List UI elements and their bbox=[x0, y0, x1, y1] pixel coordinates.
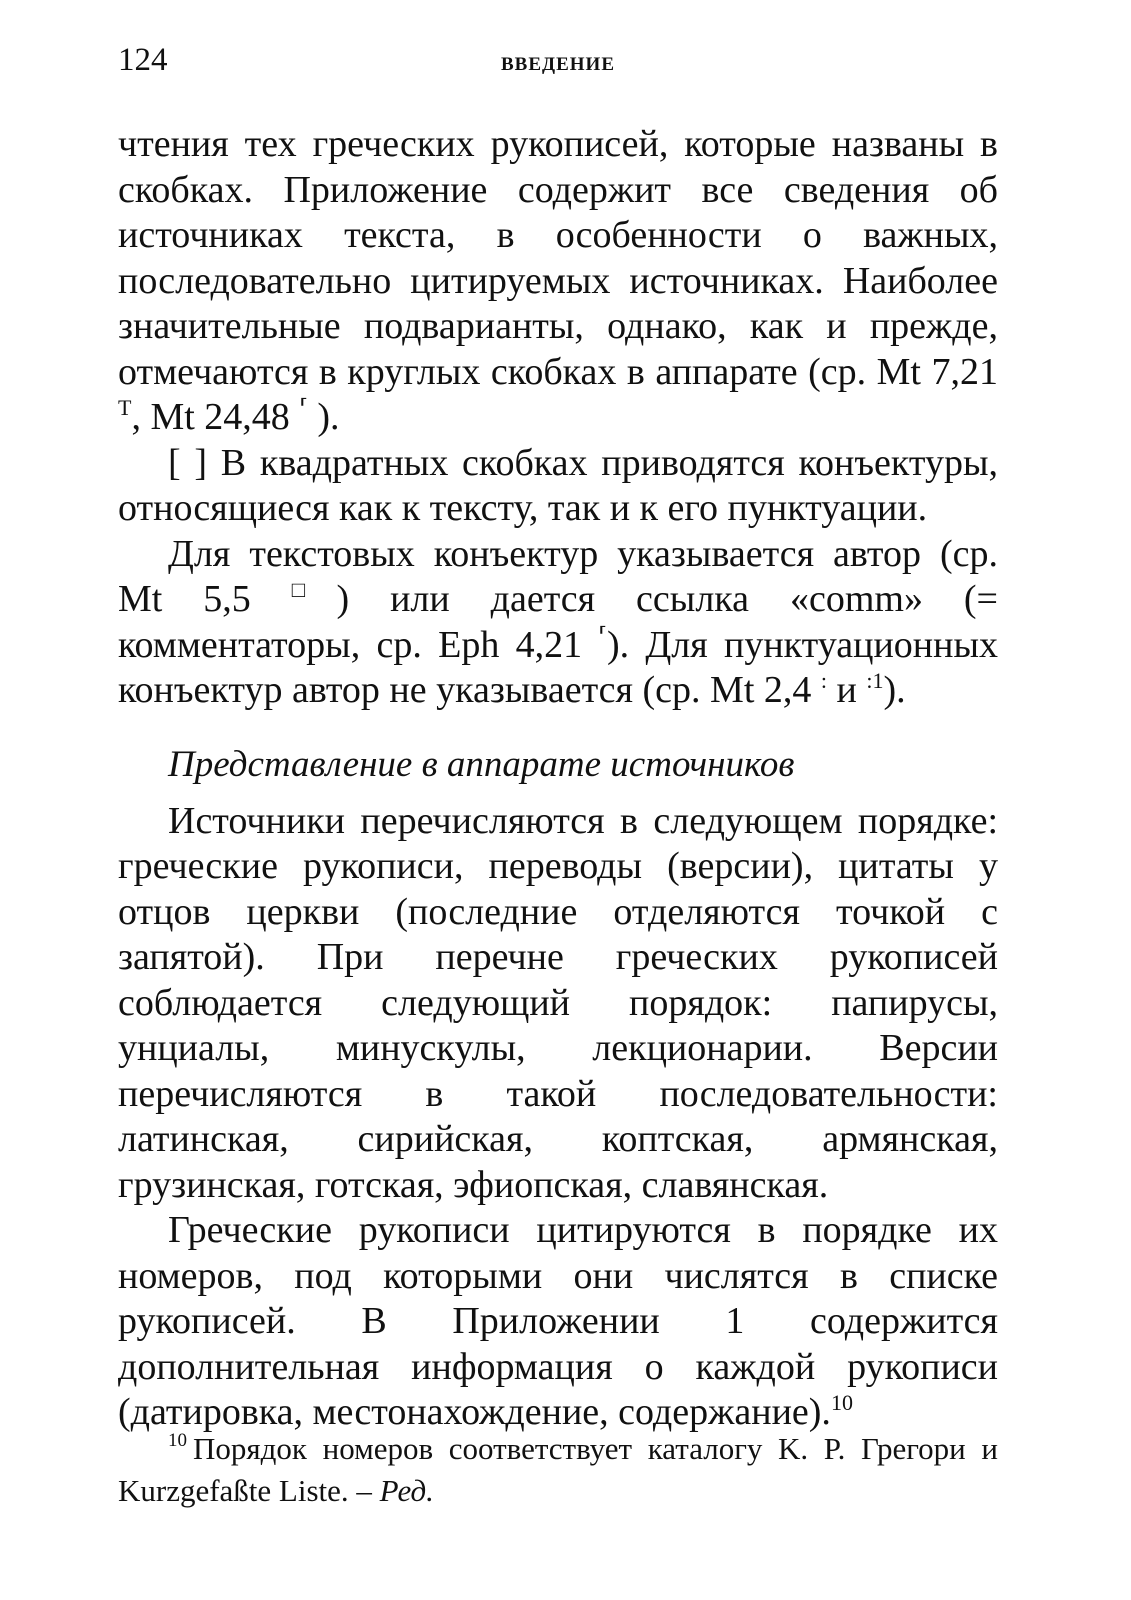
footnote-reference[interactable]: 10 bbox=[830, 1390, 853, 1415]
paragraph-3-text-a: Для текстовых конъектур указывается автор (ср. Mt 5,5 bbox=[118, 532, 998, 620]
paragraph-3-text-b: ) или дается ссылка «comm» (= комментаторы, ср. Eph 4,21 bbox=[118, 578, 998, 666]
section-heading: Представление в аппарате источников bbox=[168, 743, 795, 785]
paragraph-1 bbox=[118, 122, 998, 441]
apparatus-mark: □ bbox=[291, 577, 337, 602]
paragraph-1-text-c: ). bbox=[307, 396, 340, 438]
paragraph-3-text-e: ). bbox=[883, 669, 906, 711]
apparatus-mark: T bbox=[118, 395, 132, 420]
footnote-editor: Ред. bbox=[379, 1473, 434, 1508]
footnote-number: 10 bbox=[168, 1430, 187, 1451]
footnote bbox=[118, 1428, 998, 1512]
paragraph-2: [ ] В квадратных скобках приводятся конъектуры, относящиеся как к тексту, так и к его пунктуации. bbox=[118, 441, 998, 529]
running-head bbox=[118, 42, 998, 82]
body-text bbox=[118, 122, 998, 1436]
footnote-line bbox=[118, 1428, 998, 1512]
apparatus-mark: ⸢ bbox=[299, 395, 308, 420]
paragraph-3-text-d: и bbox=[827, 669, 867, 711]
paragraph-4: Источники перечисляются в следующем порядке: греческие рукописи, переводы (версии), цитаты у отцов церкви (последние отделяются точкой с запятой). При перечне греческих рукописей соблюдается следующий порядок: папирусы, унциалы, минускулы, лекционарии. Версии перечисляются в такой последовательности: латинская, сирийская, коптская, армянская, грузинская, готская, эфиопская, славянская. bbox=[118, 799, 998, 1206]
paragraph-5 bbox=[118, 1208, 998, 1436]
paragraph-3-text-c: ). Для пунктуационных конъектур автор не указывается (ср. Mt 2,4 bbox=[118, 623, 998, 711]
page-number: 124 bbox=[118, 42, 168, 78]
running-title: ВВЕДЕНИЕ bbox=[501, 54, 615, 75]
paragraph-1-text-b: , Mt 24,48 bbox=[131, 396, 300, 438]
apparatus-mark: : bbox=[820, 668, 827, 693]
paragraph-1-text-a: чтения тех греческих рукописей, которые названы в скобках. Приложение содержит все сведения об источниках текста, в особенности о важных, последовательно цитируемых источниках. Наиболее значительные подварианты, однако, как и прежде, отмечаются в круглых скобках в аппарате (ср. Mt 7,21 bbox=[118, 123, 998, 393]
paragraph-3 bbox=[118, 532, 998, 714]
paragraph-5-text: Греческие рукописи цитируются в порядке их номеров, под которыми они числятся в списке рукописей. В Приложении 1 содержится дополнительная информация о каждой рукописи (датировка, местонахождение, содержание). bbox=[118, 1209, 998, 1433]
apparatus-mark: :1 bbox=[866, 668, 884, 693]
apparatus-mark: ⸢ bbox=[598, 622, 607, 648]
footnote-text: Порядок номеров соответствует каталогу K. P. Грегори и Kurzgefaßte Liste. – bbox=[118, 1431, 998, 1508]
